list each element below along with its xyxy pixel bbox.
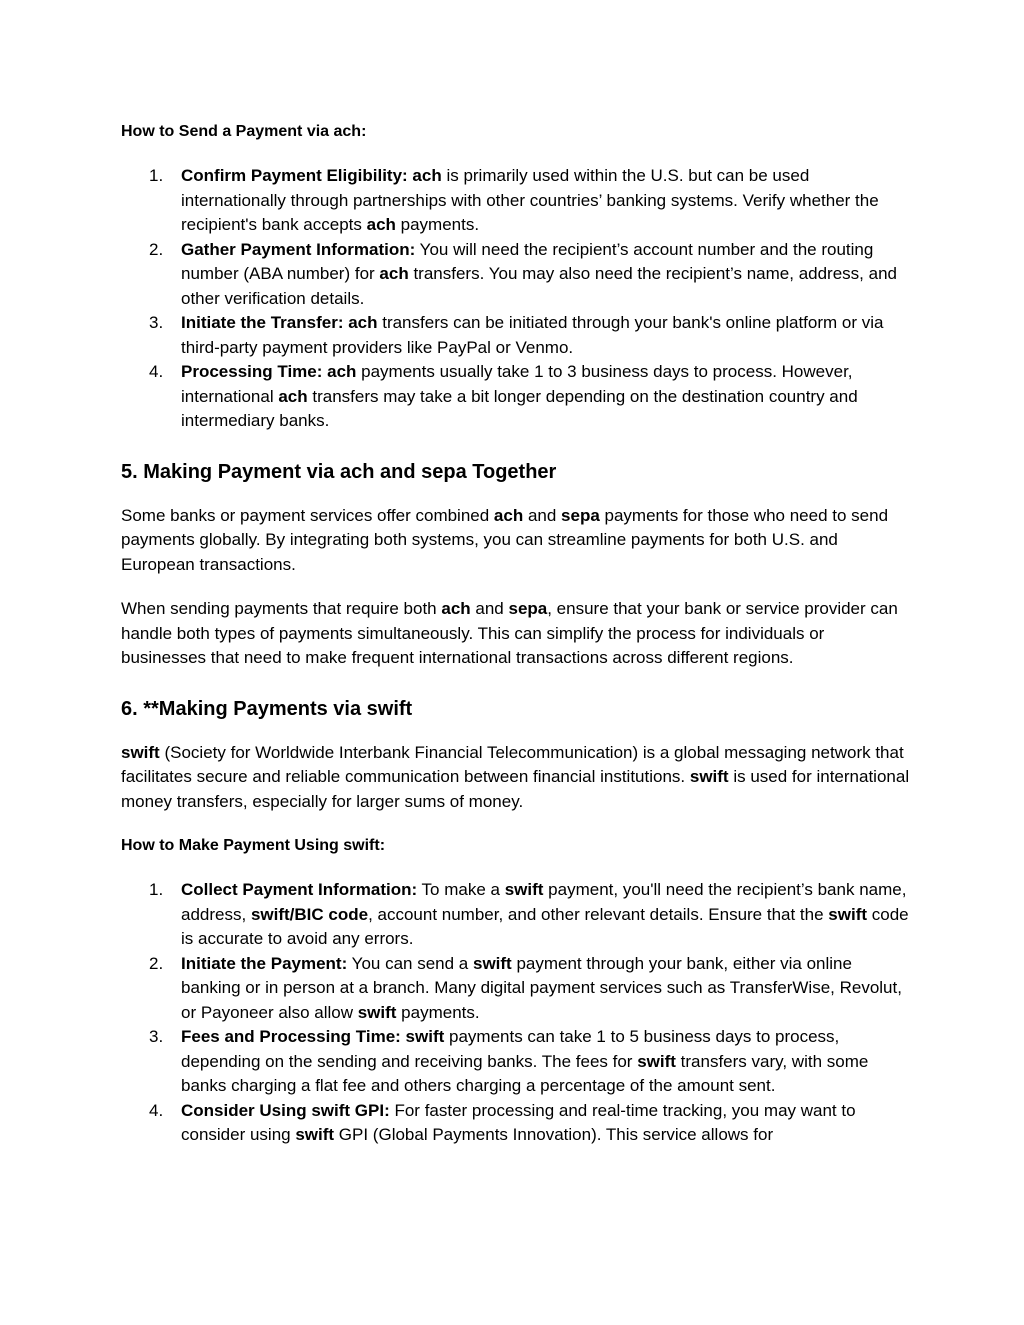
list-item — [121, 238, 911, 312]
text-run: To make a — [417, 880, 505, 899]
bold-text-run: ach — [278, 386, 308, 406]
text-run: payments. — [396, 1002, 480, 1022]
list-item-text — [181, 1027, 868, 1095]
list-item — [121, 878, 911, 952]
list-item-text — [181, 1101, 856, 1145]
text-run: is primarily used within the U.S. but can be used internationally through partnerships with other countries’ banking systems. Verify whether the recipient's bank accepts — [181, 166, 879, 234]
list-item — [121, 311, 911, 360]
list-item-text — [181, 954, 902, 1022]
swift-subheading: How to Make Payment Using swift: — [121, 837, 386, 854]
bold-text-run: swift — [121, 742, 160, 762]
list-number: 3. — [149, 1027, 164, 1046]
text-run: Some banks or payment services offer combined — [121, 505, 494, 525]
text-run: and — [523, 505, 562, 525]
list-item — [121, 1099, 911, 1148]
bold-text-run: swift — [637, 1051, 676, 1071]
document-page — [121, 118, 911, 1148]
list-item-text — [181, 880, 909, 948]
list-number: 2. — [149, 239, 164, 259]
list-item-text — [181, 240, 897, 308]
bold-text-run: Confirm Payment Eligibility: ach — [181, 166, 442, 185]
bold-text-run: swift — [689, 767, 729, 786]
text-run: When sending payments that require both — [121, 599, 442, 618]
text-run: transfers can be initiated through your bank's online platform or via third-party payment providers like PayPal or Venmo. — [181, 313, 884, 357]
text-run: payments for those who need to send payments globally. By integrating both systems, you can streamline payments for both U.S. and European transactions. — [121, 505, 889, 574]
text-run: You can send a — [347, 953, 473, 973]
text-run: , account number, and other relevant details. Ensure that the — [368, 904, 829, 924]
swift-steps-list — [121, 878, 911, 1148]
text-run: , ensure that your bank or service provider can handle both types of payments simultaneously. This can simplify the process for individuals or businesses that need to make frequent international transactions across different regions. — [121, 599, 898, 667]
bold-text-run: ach — [493, 505, 524, 525]
text-run: payment, you'll need the recipient’s bank name, address, — [181, 880, 907, 924]
text-run: transfers vary, with some banks charging a flat fee and others charging a percentage of the amount sent. — [181, 1051, 869, 1095]
text-run: payment through your bank, either via online banking or in person at a branch. Many digital payment services such as TransferWise, Revolut, or Payoneer also allow — [181, 953, 902, 1022]
bold-text-run: swift — [473, 953, 512, 973]
text-run: (Society for Worldwide Interbank Financial Telecommunication) is a global messaging network that facilitates secure and reliable communication between financial institutions. — [121, 742, 904, 786]
text-run: For faster processing and real-time tracking, you may want to consider using — [181, 1100, 856, 1144]
list-item-text — [181, 313, 883, 357]
bold-text-run: Consider Using swift GPI: — [181, 1100, 390, 1120]
list-number: 4. — [149, 1100, 164, 1120]
text-run: GPI (Global Payments Innovation). This service allows for — [334, 1125, 774, 1144]
list-item — [121, 952, 911, 1026]
list-number: 1. — [149, 166, 164, 185]
list-item — [121, 1025, 911, 1099]
bold-text-run: Processing Time: ach — [181, 362, 357, 381]
bold-text-run: ach — [366, 215, 396, 234]
text-run: transfers. You may also need the recipient’s name, address, and other verification details. — [181, 264, 897, 308]
section-5-heading: 5. Making Payment via ach and sepa Together — [121, 460, 557, 483]
list-item — [121, 164, 911, 238]
list-item-text — [181, 362, 858, 430]
ach-subheading: How to Send a Payment via ach: — [121, 123, 367, 140]
bold-text-run: ach — [441, 599, 471, 618]
bold-text-run: Initiate the Payment: — [181, 953, 348, 973]
list-item-text — [181, 166, 879, 234]
bold-text-run: swift — [357, 1002, 397, 1022]
bold-text-run: sepa — [508, 599, 548, 618]
text-run: transfers may take a bit longer depending on the destination country and intermediary banks. — [181, 386, 858, 430]
bold-text-run: Fees and Processing Time: swift — [181, 1027, 445, 1046]
text-run: You will need the recipient’s account number and the routing number (ABA number) for — [181, 239, 874, 283]
text-run: payments can take 1 to 5 business days to process, depending on the sending and receiving banks. The fees for — [181, 1027, 840, 1071]
bold-text-run: ach — [379, 264, 409, 283]
text-run: and — [470, 599, 509, 618]
list-number: 1. — [149, 880, 164, 899]
text-run: payments usually take 1 to 3 business days to process. However, international — [181, 362, 853, 406]
section-6-intro — [121, 741, 911, 815]
text-run: code is accurate to avoid any errors. — [181, 904, 909, 948]
section-5-paragraph — [121, 504, 911, 578]
bold-text-run: swift — [295, 1125, 335, 1144]
list-item — [121, 360, 911, 434]
bold-text-run: sepa — [561, 505, 600, 525]
list-number: 2. — [149, 953, 164, 973]
section-6-heading: 6. **Making Payments via swift — [121, 697, 413, 720]
list-number: 4. — [149, 362, 164, 381]
bold-text-run: swift — [504, 880, 544, 899]
bold-text-run: Gather Payment Information: — [181, 239, 416, 259]
bold-text-run: swift/BIC code — [250, 904, 369, 924]
bold-text-run: Collect Payment Information: — [181, 880, 418, 899]
section-5-paragraph — [121, 597, 911, 671]
bold-text-run: swift — [828, 904, 868, 924]
bold-text-run: Initiate the Transfer: ach — [181, 313, 378, 332]
text-run: payments. — [395, 215, 480, 234]
list-number: 3. — [149, 313, 164, 332]
text-run: is used for international money transfers, especially for larger sums of money. — [121, 767, 910, 811]
ach-steps-list — [121, 164, 911, 434]
